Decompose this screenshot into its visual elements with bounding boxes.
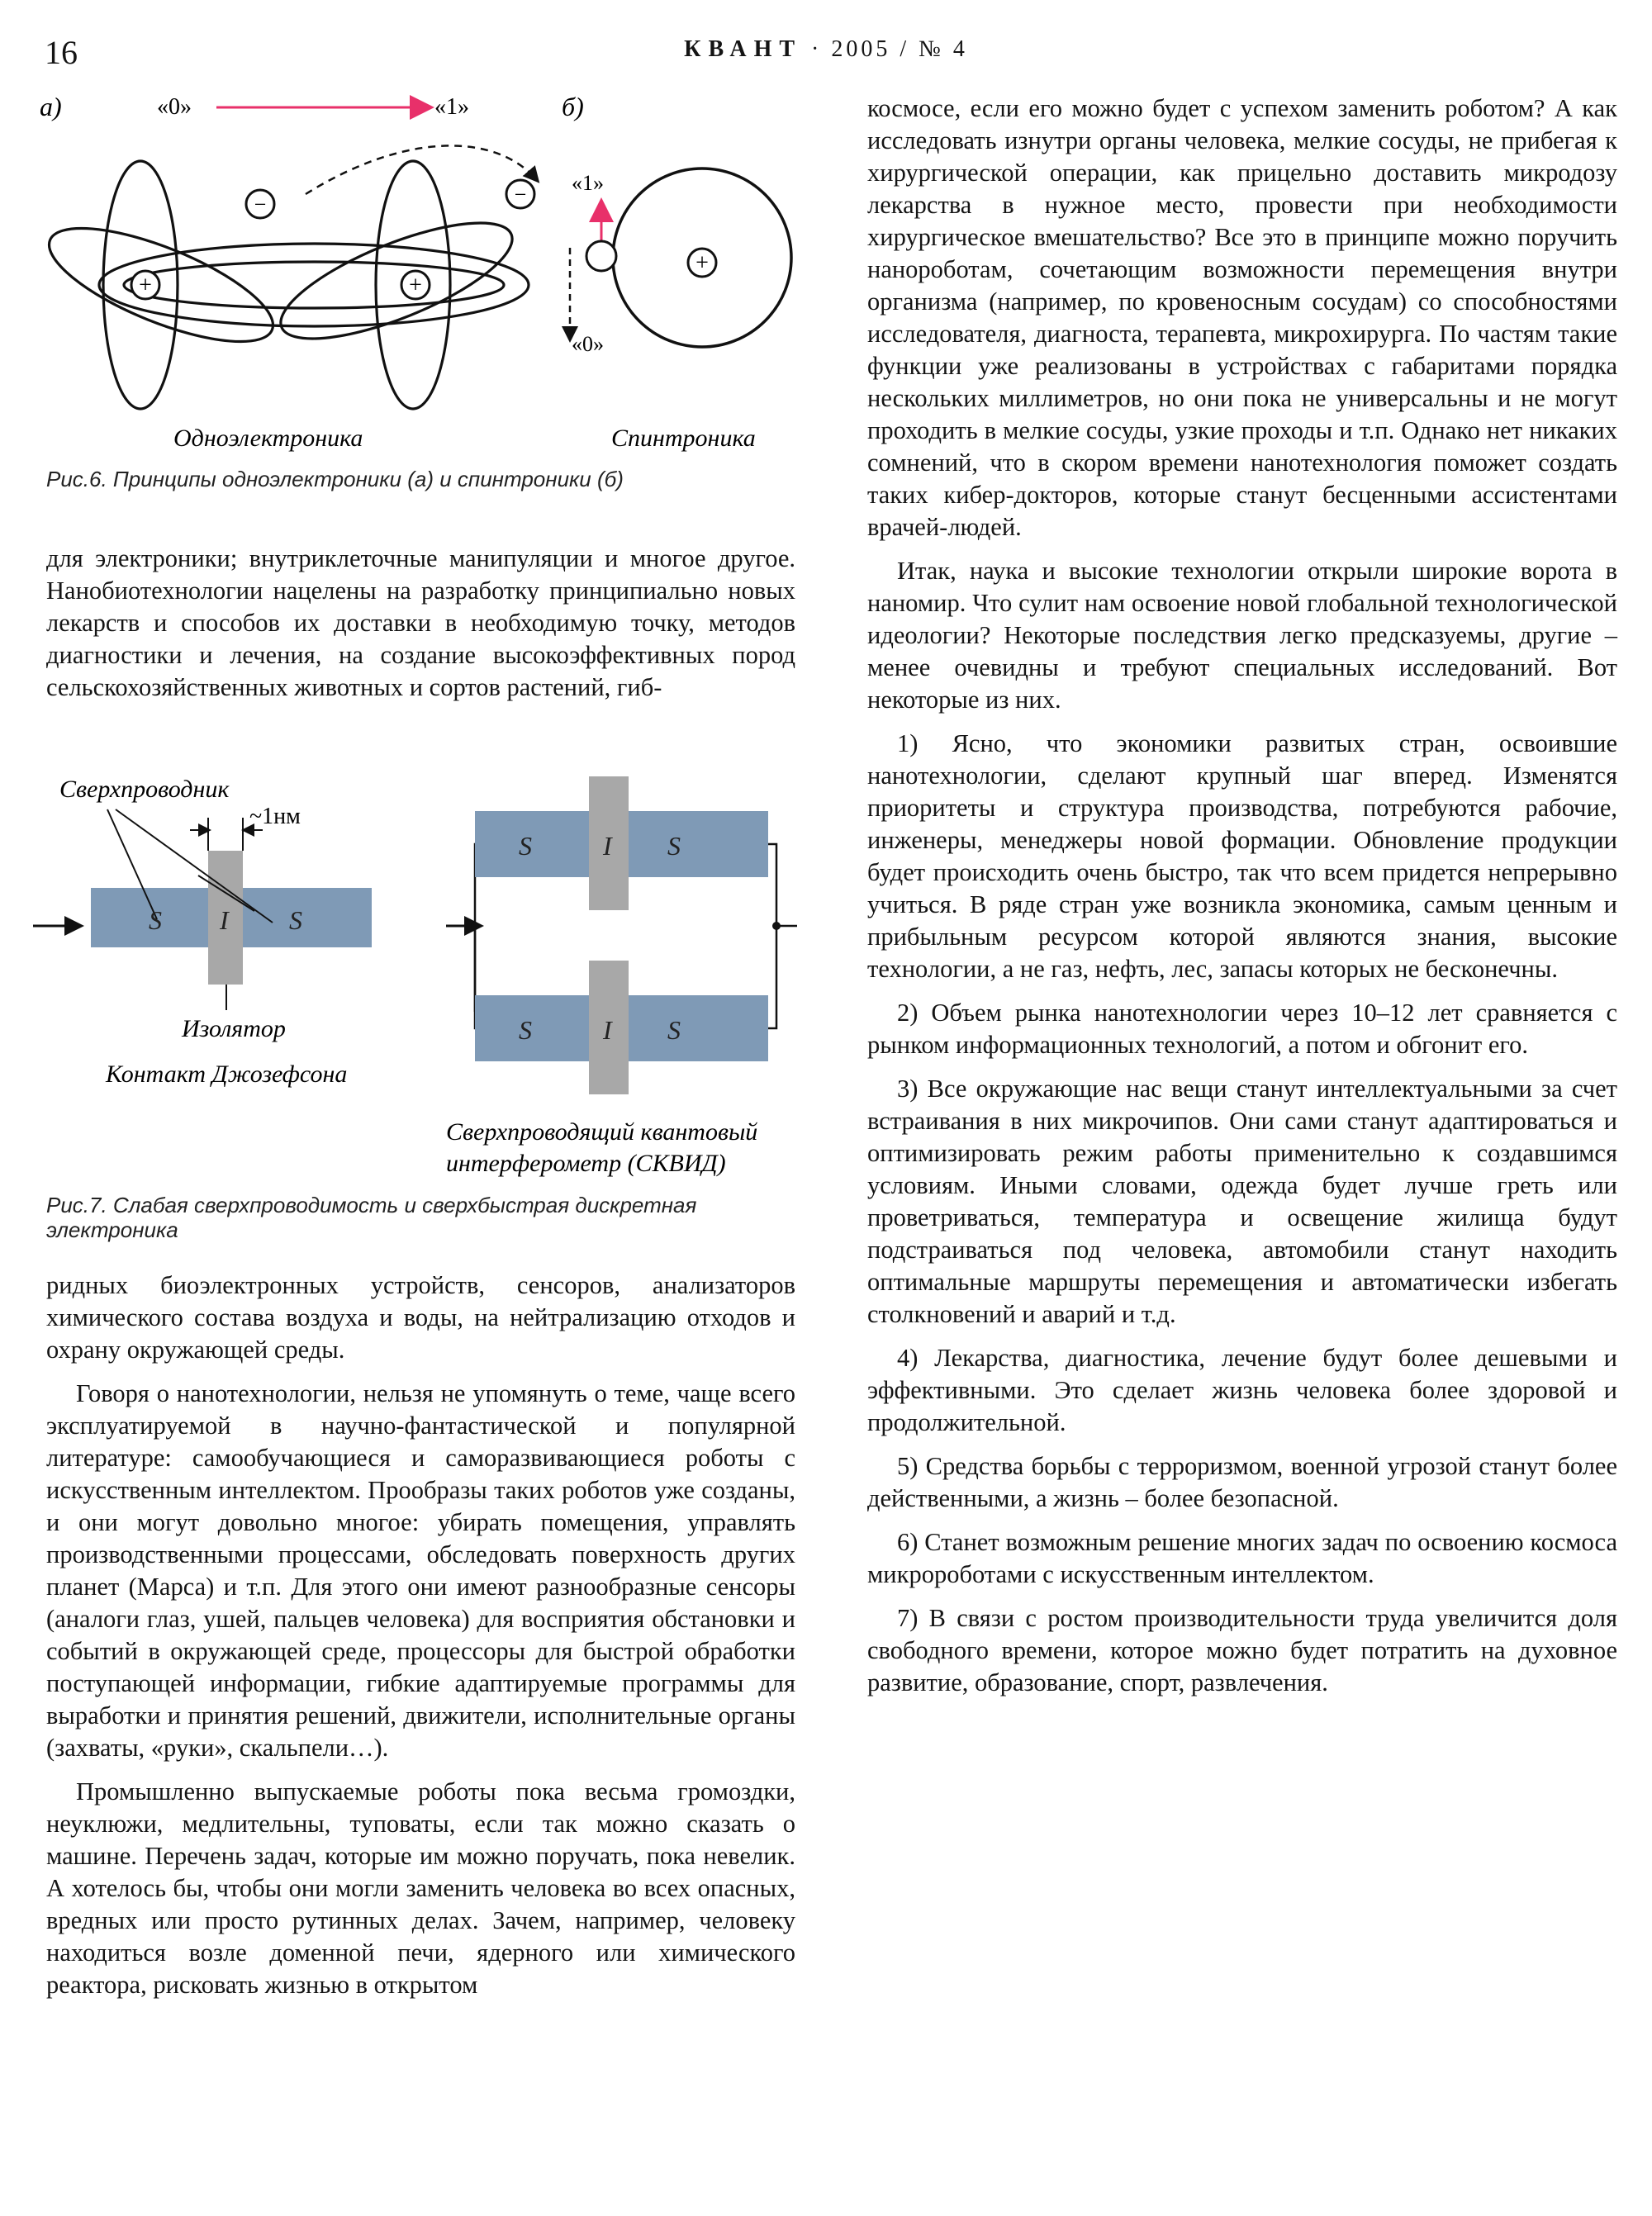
- spin-nucleus: [688, 249, 716, 277]
- minus-sign: −: [254, 192, 267, 216]
- figure-7-caption: Рис.7. Слабая сверхпроводимость и сверхбыстрая дискретная электроника: [46, 1193, 697, 1242]
- paragraph: Промышленно выпускаемые роботы пока весьма громоздки, неуклюжи, медлительны, туповаты, если так можно сказать о машине. Перечень задач, которые им можно поручать, пока невелик. А хотелось бы, чтобы они могли заменить человека во всех опасных, вредных или просто рутинных делах. Зачем, например, человеку находиться возле доменной печи, ядерного или химического реактора, рисковать жизнью в открытом: [46, 1777, 795, 1999]
- s-label: S: [667, 831, 681, 861]
- page-number: 16: [45, 34, 78, 71]
- nucleus-right: [401, 271, 430, 299]
- paragraph: Говоря о нанотехнологии, нельзя не упомянуть о теме, чаще всего эксплуатируемой в научно-фантастической и популярной литературе: самообучающиеся и саморазвивающиеся роботы с искусственным интеллектом. Прообразы таких роботов уже созданы, и они могут довольно многое: убирать помещения, управлять производственными процессами, обследовать поверхность других планет (Марса) и т.п. Для этого они имеют разнообразные сенсоры (аналоги глаз, ушей, пальцев человека) для восприятия обстановки и событий в окружающей среде, процессоры для быстрой обработки поступающей информации, гибкие адаптируемые программы для выработки и принятия решений, движители, исполнительные органы (захваты, «руки», скальпели…).: [46, 1379, 795, 1762]
- figure-6: [33, 83, 809, 471]
- label-squid-line-1: Сверхпроводящий квантовый: [446, 1118, 758, 1146]
- paragraph: ридных биоэлектронных устройств, сенсоров, анализаторов химического состава воздуха и воды, на нейтрализацию отходов и охрану окружающей среды.: [46, 1271, 795, 1364]
- label-insulator: Изолятор: [182, 1015, 286, 1042]
- paragraph: Итак, наука и высокие технологии открыли широкие ворота в наномир. Что сулит нам освоение новой глобальной технологической идеологии? Некоторые последствия легко предсказуемы, другие – менее очевидны и требуют специальных исследований. Вот некоторые из них.: [867, 557, 1617, 714]
- s-label: S: [519, 1015, 532, 1045]
- label-single-electronics: Одноэлектроника: [173, 425, 363, 452]
- list-item: 1) Ясно, что экономики развитых стран, освоившие нанотехнологии, сделают крупный шаг вперед. Изменятся приоритеты и структура производства, потребуются рабочие, инженеры, менеджеры новой формации. Обновление продукции будет происходить очень быстро, так что всем придется непрерывно учиться. В ряде стран уже возникла экономика, самым ценным и прибыльным ресурсом которой являются знания, высокие технологии, а не газ, нефть, лес, запасы которых не бесконечны.: [867, 729, 1617, 983]
- orbital-ellipses: [36, 161, 529, 409]
- gap-label: ~1нм: [249, 804, 301, 829]
- magazine-title: КВАНТ: [684, 36, 803, 62]
- list-item: 7) В связи с ростом производительности труда увеличится доля свободного времени, которое можно будет потратить на духовное развитие, образование, спорт, развлечения.: [867, 1604, 1617, 1696]
- i-label: I: [603, 1015, 612, 1045]
- s-label: S: [519, 831, 532, 861]
- nucleus-left: [131, 271, 159, 299]
- spin-state-0: «0»: [572, 332, 604, 356]
- plus-sign: +: [695, 250, 709, 276]
- label-josephson-contact: Контакт Джозефсона: [106, 1061, 348, 1088]
- spin-state-1: «1»: [572, 171, 604, 195]
- list-item: 6) Станет возможным решение многих задач по освоению космоса микророботами с искусственным интеллектом.: [867, 1528, 1617, 1588]
- s-label: S: [289, 905, 302, 935]
- label-spintronics: Спинтроника: [611, 425, 756, 452]
- figure-6-caption: Рис.6. Принципы одноэлектроники (а) и спинтроники (б): [46, 467, 624, 491]
- state-0-label: «0»: [157, 94, 192, 120]
- s-label: S: [149, 905, 162, 935]
- list-item: 4) Лекарства, диагностика, лечение будут более дешевыми и эффективными. Это сделает жизнь человека более здоровой и продолжительной.: [867, 1344, 1617, 1436]
- list-item: 5) Средства борьбы с терроризмом, военной угрозой станут более действенными, а жизнь – более безопасной.: [867, 1452, 1617, 1512]
- i-label: I: [603, 831, 612, 861]
- list-item: 3) Все окружающие нас вещи станут интеллектуальными за счет встраивания в них микрочипов. Они сами станут адаптироваться и оптимизировать режим работы применительно к создавшимся условиям. Иными словами, одежда будет лучше греть или проветриваться, температура и освещение жилища будут подстраиваться под человека, автомобили станут находить оптимальные маршруты перемещения и автоматически избегать столкновений и аварий и т.д.: [867, 1075, 1617, 1328]
- paragraph: для электроники; внутриклеточные манипуляции и многое другое. Нанобиотехнологии нацелены на разработку принципиально новых лекарств и способов их доставки в необходимую точку, методов диагностики и лечения, на создание высокоэффективных пород сельскохозяйственных животных и сортов растений, гиб-: [46, 544, 795, 701]
- running-header: [0, 36, 1652, 63]
- header-separator: ·: [811, 36, 823, 62]
- plus-sign: +: [139, 273, 152, 298]
- electron-jump-arrow: [306, 145, 537, 194]
- electron-left: [246, 190, 274, 218]
- right-column: [867, 93, 1617, 1699]
- plus-sign: +: [409, 273, 422, 298]
- state-1-label: «1»: [434, 94, 469, 120]
- list-item: 2) Объем рынка нанотехнологии через 10–12 лет сравняется с рынком информационных технологий, а потом и обгонит его.: [867, 999, 1617, 1059]
- left-column-top: [46, 543, 795, 704]
- s-label: S: [667, 1015, 681, 1045]
- issue-number: 2005 / № 4: [831, 36, 968, 62]
- panel-b-label: б): [562, 92, 584, 121]
- left-column-bottom: [46, 1269, 795, 2001]
- panel-a-label: а): [40, 92, 62, 121]
- spin-electron: [586, 241, 616, 271]
- label-squid-line-2: интерферометр (СКВИД): [446, 1150, 726, 1177]
- minus-sign: −: [514, 183, 527, 206]
- figure-7: [33, 764, 809, 1193]
- paragraph: космосе, если его можно будет с успехом заменить роботом? А как исследовать изнутри органы человека, мелкие сосуды, не прибегая к хирургической операции, как прицельно доставить микродозу лекарства в нужное место, провести при необходимости хирургическое вмешательство? Все это в принципе можно поручить нанороботам, сочетающим возможности перемещения внутри организма (например, по кровеносным сосудам) со способностями исследователя, диагноста, терапевта, микрохирурга. По частям такие функции уже реализованы в устройствах с габаритами порядка нескольких миллиметров, но они пока не универсальны и не могут проходить в мелкие сосуды, узкие проходы и т.п. Однако нет никаких сомнений, что в скором времени нанотехнология поможет создать таких кибер-докторов, которые станут бесценными ассистентами врачей-людей.: [867, 94, 1617, 541]
- label-superconductor: Сверхпроводник: [59, 776, 230, 803]
- i-label: I: [220, 905, 229, 935]
- electron-right: [506, 180, 534, 208]
